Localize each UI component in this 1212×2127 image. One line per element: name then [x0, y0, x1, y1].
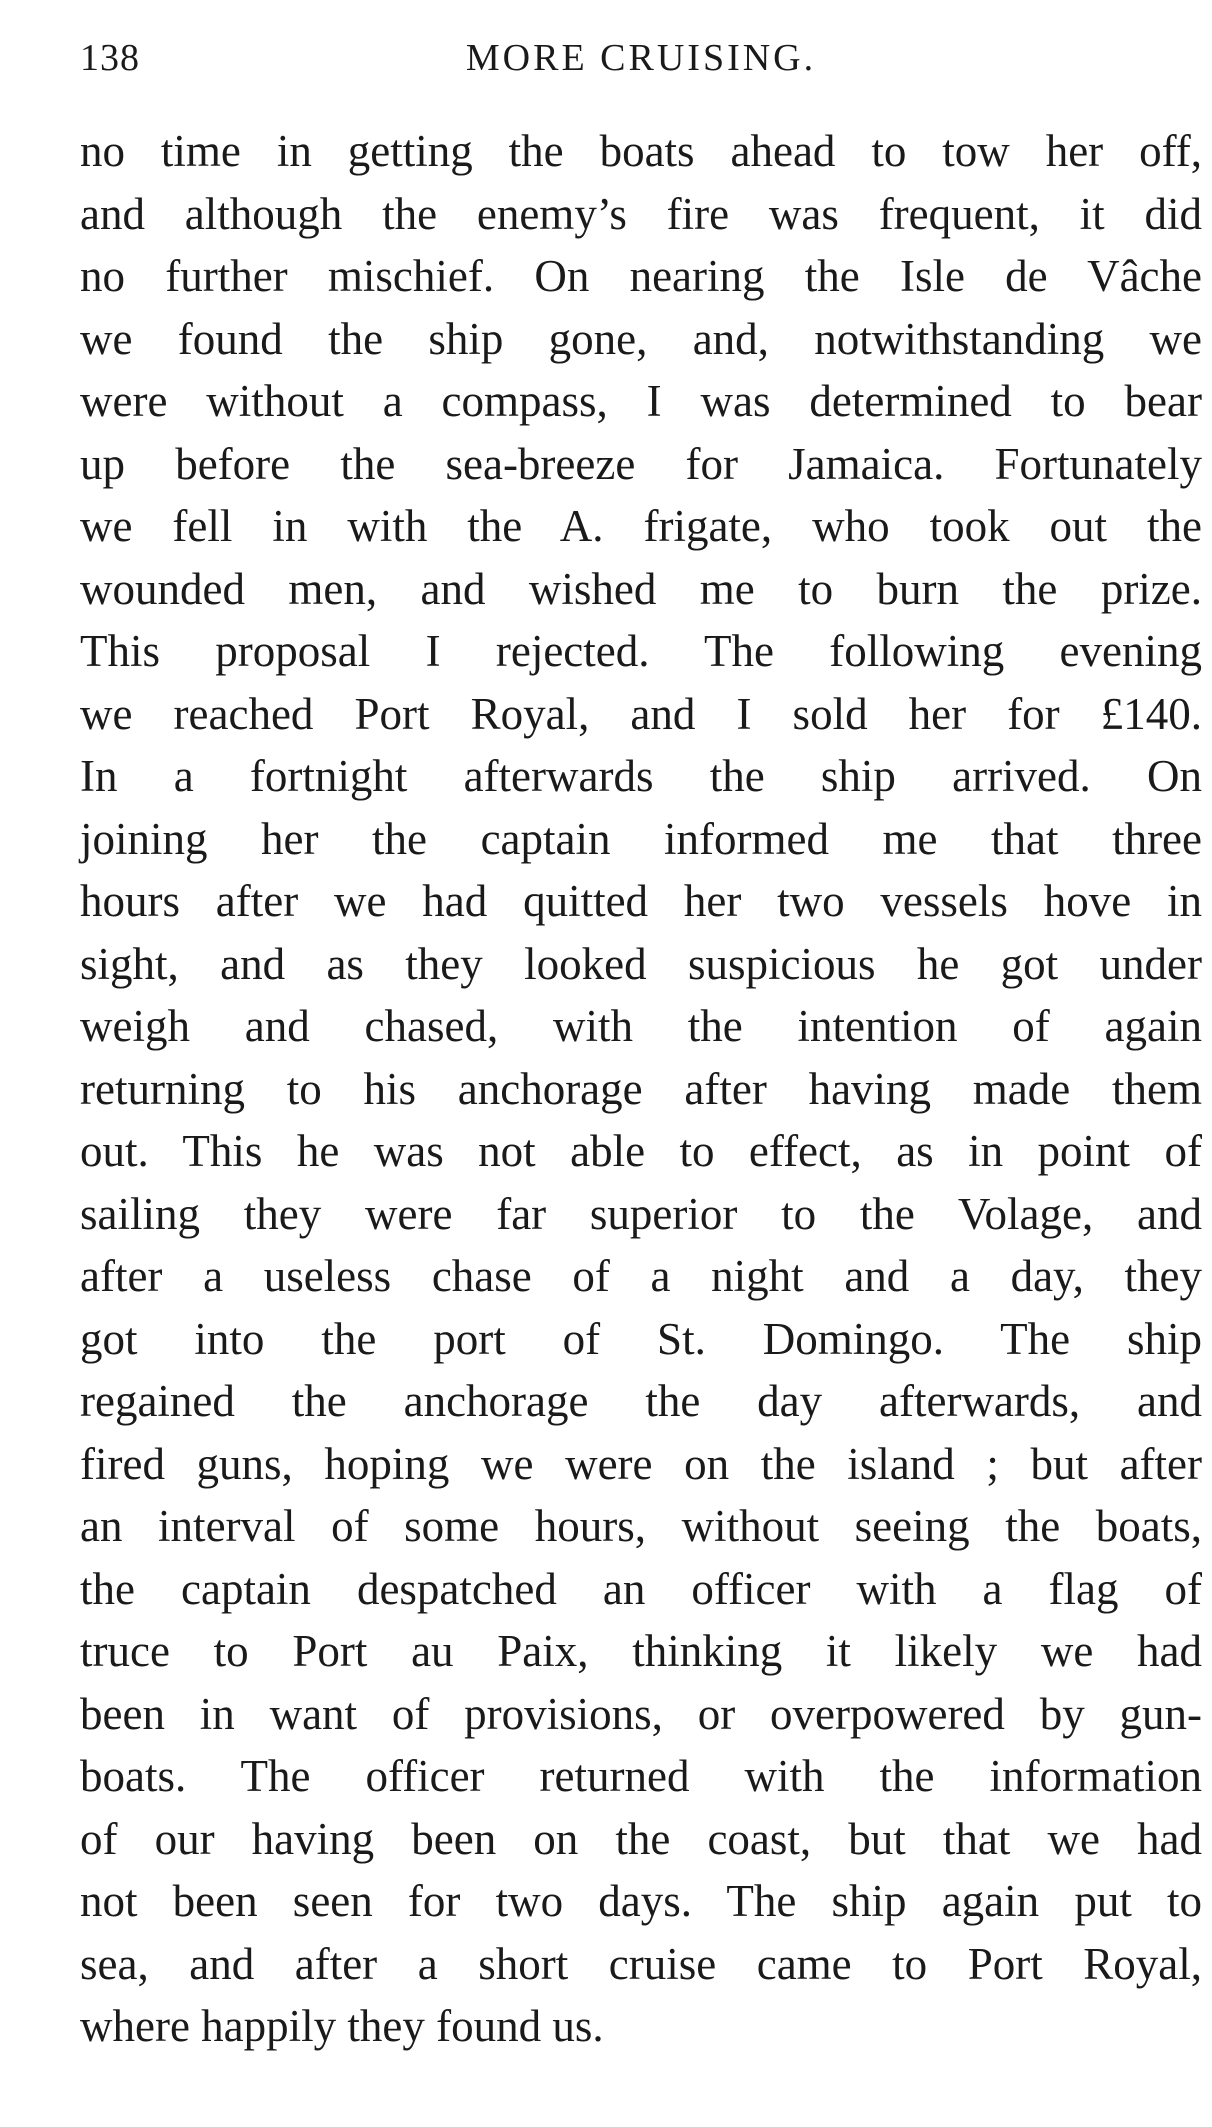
text-line: after a useless chase of a night and a day, they: [80, 1251, 1202, 1301]
body-text: [80, 120, 1202, 2058]
text-line: regained the anchorage the day afterwards, and: [80, 1376, 1202, 1426]
text-line: the captain despatched an officer with a flag of: [80, 1563, 1202, 1614]
text-line: up before the sea-breeze for Jamaica. Fortunately: [80, 438, 1202, 489]
text-line: we found the ship gone, and, notwithstanding we: [80, 313, 1202, 364]
text-line: truce to Port au Paix, thinking it likely we had: [80, 1626, 1202, 1676]
text-line: weigh and chased, with the intention of again: [80, 1001, 1202, 1051]
running-title: MORE CRUISING.: [465, 37, 817, 79]
text-line: not been seen for two days. The ship again put to: [80, 1876, 1202, 1926]
text-line: This proposal I rejected. The following evening: [80, 626, 1202, 676]
text-line: joining her the captain informed me that three: [80, 813, 1202, 864]
text-line: no further mischief. On nearing the Isle de Vâche: [80, 251, 1202, 301]
text-line: an interval of some hours, without seeing the boats,: [80, 1501, 1202, 1551]
text-line: and although the enemy’s fire was frequent, it did: [80, 188, 1202, 239]
text-line: we reached Port Royal, and I sold her for £140.: [80, 688, 1202, 739]
page-number: 138: [80, 37, 140, 79]
running-head: [80, 36, 1202, 96]
text-line: been in want of provisions, or overpowered by gun-: [80, 1688, 1202, 1739]
text-line: sea, and after a short cruise came to Port Royal,: [80, 1938, 1202, 1989]
text-line: boats. The officer returned with the information: [80, 1751, 1202, 1801]
text-line: were without a compass, I was determined to bear: [80, 376, 1202, 426]
text-line: In a fortnight afterwards the ship arrived. On: [80, 751, 1202, 801]
text-line: fired guns, hoping we were on the island ; but after: [80, 1438, 1202, 1489]
text-line: hours after we had quitted her two vessels hove in: [80, 876, 1202, 926]
text-line: out. This he was not able to effect, as in point of: [80, 1126, 1202, 1176]
text-line: no time in getting the boats ahead to tow her off,: [80, 126, 1202, 176]
text-line: of our having been on the coast, but that we had: [80, 1813, 1202, 1864]
text-line: we fell in with the A. frigate, who took out the: [80, 501, 1202, 551]
text-line: sight, and as they looked suspicious he got under: [80, 938, 1202, 989]
text-line: returning to his anchorage after having made them: [80, 1063, 1202, 1114]
text-line: wounded men, and wished me to burn the prize.: [80, 563, 1202, 614]
text-line: got into the port of St. Domingo. The ship: [80, 1313, 1202, 1364]
text-line: sailing they were far superior to the Volage, and: [80, 1188, 1202, 1239]
text-line: where happily they found us.: [80, 2001, 604, 2051]
